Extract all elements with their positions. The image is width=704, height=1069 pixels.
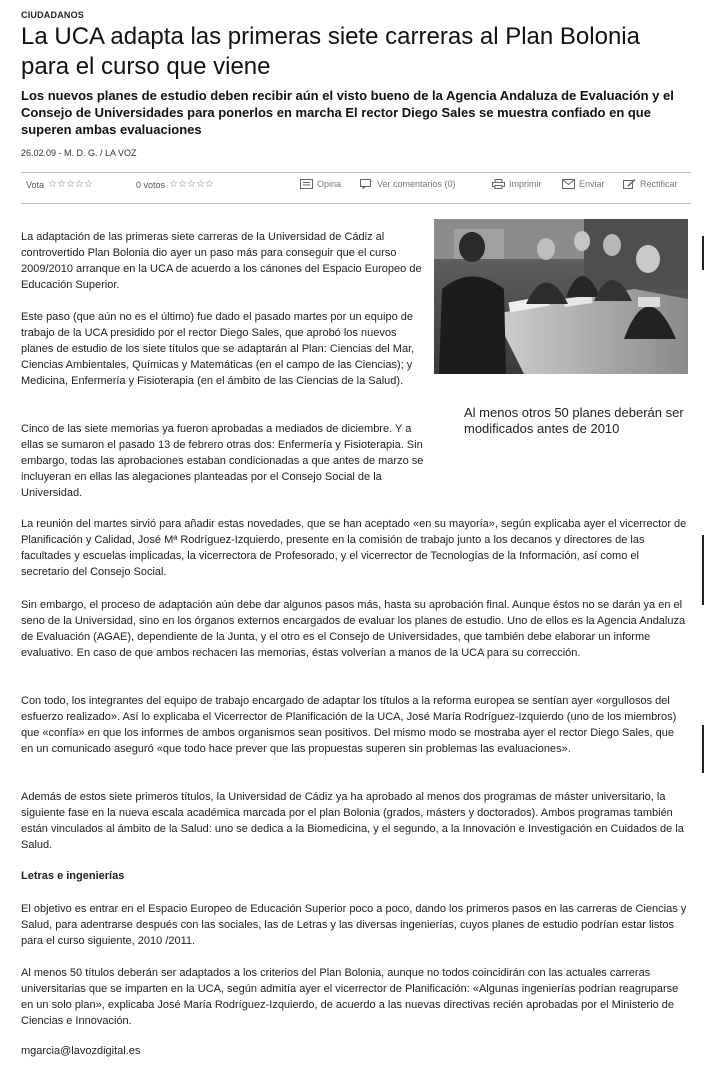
article-byline: 26.02.09 - M. D. G. / LA VOZ bbox=[21, 148, 137, 158]
article-paragraph: El objetivo es entrar en el Espacio Europeo de Educación Superior poco a poco, dando los primeros pasos en las carreras de Ciencias y Salud, para adentrarse después con las sociales, las de Letras y las diversas ingenierías, cuyos planes de estudio podrían estar listos para el curso siguiente, 2010 /2011. bbox=[21, 903, 687, 947]
section-label[interactable]: CIUDADANOS bbox=[21, 10, 85, 20]
photo-caption: Al menos otros 50 planes deberán ser modificados antes de 2010 bbox=[464, 405, 684, 436]
votes-stars: ☆☆☆☆☆ bbox=[169, 179, 214, 190]
author-email-link[interactable]: mgarcia@lavozdigital.es bbox=[21, 1045, 141, 1057]
toolbar-bottom-divider bbox=[21, 203, 691, 204]
send-label: Enviar bbox=[579, 179, 605, 189]
vote-widget bbox=[26, 179, 93, 190]
print-label: Imprimir bbox=[509, 179, 542, 189]
vote-label: Vota bbox=[26, 179, 45, 190]
rectify-button[interactable] bbox=[623, 179, 678, 189]
comments-icon bbox=[360, 179, 373, 189]
article-paragraph: Cinco de las siete memorias ya fueron aprobadas a mediados de diciembre. Y a ellas se sumaron el pasado 13 de febrero otras dos: Enfermería y Fisioterapia. Sin embargo, todas las aprobaciones estaban condicionadas a que antes de marzo se incluyeran en ellas las alegaciones planteadas por el Consejo Social de la Universidad. bbox=[21, 423, 424, 499]
view-comments-label: Ver comentarios (0) bbox=[377, 179, 456, 189]
print-button[interactable] bbox=[492, 179, 542, 189]
article-toolbar bbox=[21, 176, 691, 196]
meeting-photo-image bbox=[434, 219, 688, 374]
article-subtitle: Los nuevos planes de estudio deben recibir aún el visto bueno de la Agencia Andaluza de Evaluación y el Consejo de Universidades para ponerlos en marcha El rector Diego Sales se muestra confiado en que superen ambas evaluaciones bbox=[21, 88, 674, 137]
toolbar-top-divider bbox=[21, 172, 691, 173]
article-paragraph: La adaptación de las primeras siete carreras de la Universidad de Cádiz al controvertido Plan Bolonia dio ayer un paso más para conseguir que el curso 2009/2010 arranque en la UCA de acuerdo a los cánones del Espacio Europeo de Educación Superior. bbox=[21, 231, 422, 291]
rectify-label: Rectificar bbox=[640, 179, 678, 189]
votes-widget bbox=[136, 179, 214, 190]
comment-icon bbox=[300, 179, 313, 189]
opina-label: Opina bbox=[317, 179, 342, 189]
article-paragraph: Además de estos siete primeros títulos, la Universidad de Cádiz ya ha aprobado al menos dos programas de máster universitario, la siguiente fase en la nueva escala académica marcada por el plan Bolonia (grados, másters y doctorados). Ambos programas también están vinculados al ámbito de la Salud: uno se dedica a la Biomedicina, y el segundo, a la Innovación e Investigación en Cuidados de la Salud. bbox=[21, 791, 684, 851]
article-paragraph: Con todo, los integrantes del equipo de trabajo encargado de adaptar los títulos a la reforma europea se sentían ayer «orgullosos del esfuerzo realizado». Así lo explicaba el Vicerrector de Planificación de la UCA, José María Rodríguez-Izquierdo (uno de los miembros) que «confía» en que los informes de ambos organismos sean positivos. Del mismo modo se mostraba ayer el rector Diego Sales, que en un comunicado aseguró «que todo hace prever que las propuestas superen sin problemas las evaluaciones». bbox=[21, 695, 677, 755]
vote-stars[interactable]: ☆☆☆☆☆ bbox=[48, 179, 93, 190]
article-paragraph: Al menos 50 títulos deberán ser adaptados a los criterios del Plan Bolonia, aunque no todos coincidirán con las actuales carreras universitarias que se imparten en la UCA, según admitía ayer el vicerrector de Planificación: «Algunas ingenierías podrían reagruparse en un solo plan», explicaba José María Rodríguez-Izquierdo, de acuerdo a las nuevas directivas recién aprobadas por el Ministerio de Ciencias e Innovación. bbox=[21, 967, 679, 1027]
view-comments-button[interactable] bbox=[360, 179, 456, 189]
envelope-icon bbox=[562, 179, 575, 189]
article-paragraph: Este paso (que aún no es el último) fue dado el pasado martes por un equipo de trabajo de la UCA presidido por el rector Diego Sales, que aprobó los nuevos planes de estudio de los siete títulos que se adaptarán al Plan: Ciencias del Mar, Ciencias Ambientales, Químicas y Matemáticas (en el campo de las Ciencias); y Medicina, Enfermería y Fisioterapia (en el ámbito de las Ciencias de la Salud). bbox=[21, 311, 415, 387]
article-paragraph: Sin embargo, el proceso de adaptación aún debe dar algunos pasos más, hasta su aprobación final. Aunque éstos no se darán ya en el seno de la Universidad, sino en los órganos externos encargados de evaluar los planes de estudio. Uno de ellos es la Agencia Andaluza de Evaluación (AGAE), dependiente de la Junta, y el otro es el Consejo de Universidades, que también debe elaborar un informe evaluativo. En caso de que ambos rechacen las memorias, éstas volverían a manos de la UCA para su corrección. bbox=[21, 599, 686, 659]
article-paragraph: La reunión del martes sirvió para añadir estas novedades, que se han aceptado «en su mayoría», según explicaba ayer el vicerrector de Planificación y Calidad, José Mª Rodríguez-Izquierdo, presente en la comisión de trabajo junto a los decanos y directores de las facultades y escuelas implicadas, la vicerrectora de Profesorado, y el vicerrector de Tecnologías de la Información, así como el secretario del Consejo Social. bbox=[21, 518, 687, 578]
send-button[interactable] bbox=[562, 179, 605, 189]
opina-button[interactable] bbox=[300, 179, 341, 189]
votes-count: 0 votos bbox=[136, 179, 166, 190]
article-headline: La UCA adapta las primeras siete carreras al Plan Bolonia para el curso que viene bbox=[21, 23, 640, 80]
print-icon bbox=[492, 179, 505, 189]
article-subheading: Letras e ingenierías bbox=[21, 870, 125, 882]
edit-icon bbox=[623, 179, 636, 189]
article-photo[interactable] bbox=[434, 219, 688, 374]
